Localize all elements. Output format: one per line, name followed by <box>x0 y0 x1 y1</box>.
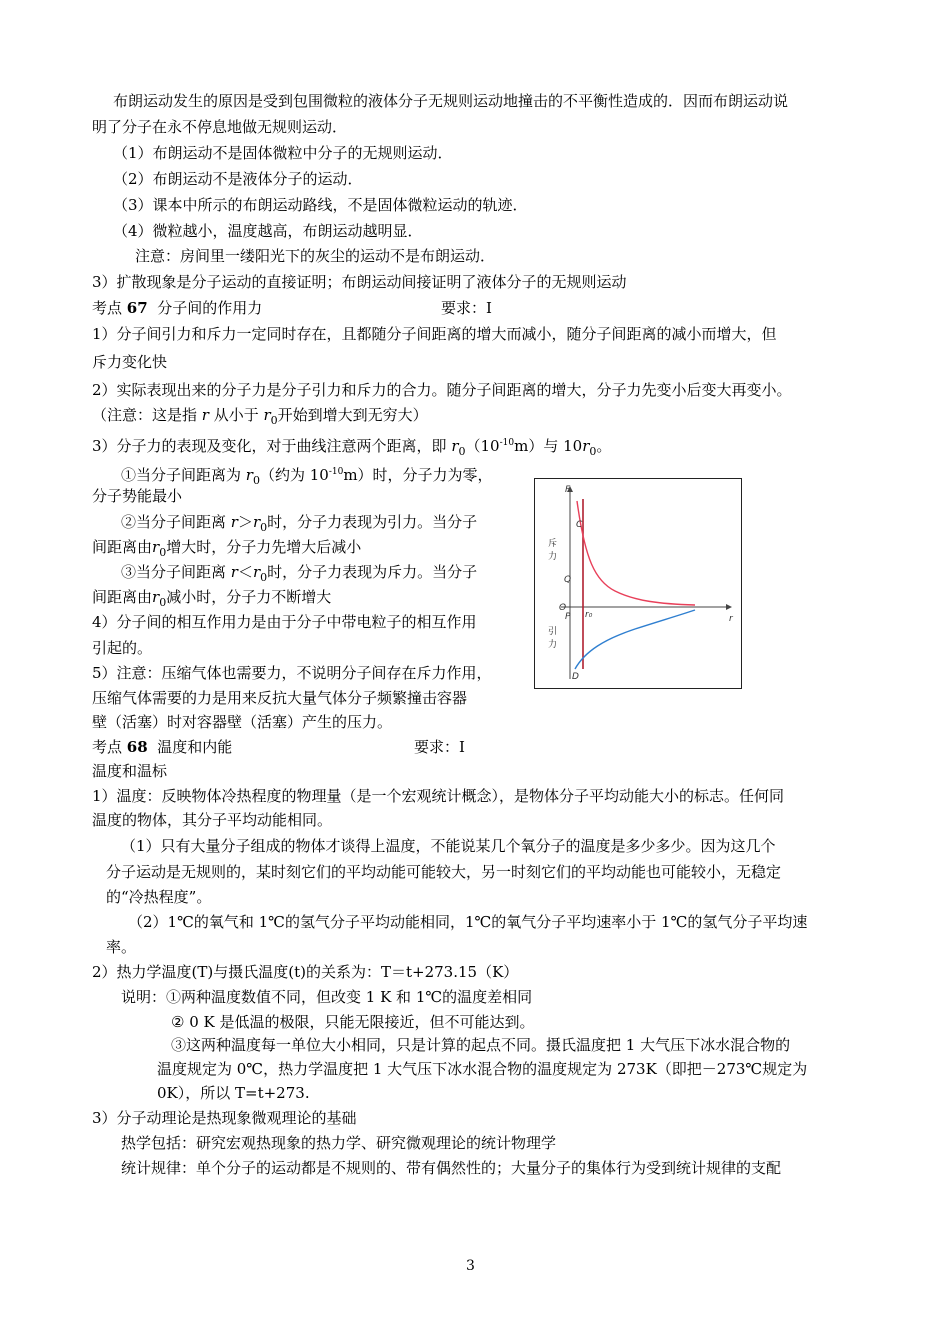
text-line: 1）分子间引力和斥力一定同时存在，且都随分子间距离的增大而减小，随分子间距离的减小而增大，但 <box>92 325 777 343</box>
section-heading-67: 考点 67 分子间的作用力 <box>92 299 263 317</box>
text-line: 分子势能最小 <box>92 487 183 505</box>
repulsion-curve <box>577 501 695 605</box>
text-line: （2）1℃的氧气和 1℃的氢气分子平均动能相同，1℃的氧气分子平均速率小于 1℃的氢气分子平均速 <box>128 913 808 931</box>
text-line: 温度和温标 <box>92 762 168 780</box>
r-axis-label: r <box>729 614 733 624</box>
text-line: 注意：房间里一缕阳光下的灰尘的运动不是布朗运动． <box>135 247 496 265</box>
section-heading-68: 考点 68 温度和内能 <box>92 738 233 756</box>
text-line: （4）微粒越小，温度越高，布朗运动越明显． <box>113 222 423 240</box>
text-line: （1）布朗运动不是固体微粒中分子的无规则运动． <box>113 144 453 162</box>
point-q-label: Q <box>564 575 572 585</box>
page-number: 3 <box>466 1258 475 1274</box>
f-axis-label: F <box>565 485 571 495</box>
text-line: 引起的。 <box>92 639 153 657</box>
point-c-label: C <box>576 520 583 530</box>
point-p-label: P <box>565 612 571 622</box>
text-line: 间距离由$r_0$增大时，分子力先增大后减小 <box>92 538 362 559</box>
text-line: 温度规定为 0℃，热力学温度把 1 大气压下冰水混合物的温度规定为 273K（即把－273℃规定为 <box>157 1060 808 1078</box>
text-line: 布朗运动发生的原因是受到包围微粒的液体分子无规则运动地撞击的不平衡性造成的．因而布朗运动说 <box>113 92 789 110</box>
text-line: （注意：这是指 r 从小于 $r_0$开始到增大到无穷大） <box>92 406 428 427</box>
text-line: 壁（活塞）时对容器壁（活塞）产生的压力。 <box>92 713 393 731</box>
text-line: 说明：①两种温度数值不同，但改变 1 K 和 1℃的温度差相同 <box>121 988 533 1006</box>
text-line: 3）分子动理论是热现象微观理论的基础 <box>92 1109 357 1127</box>
text-line: 2）热力学温度(T)与摄氏温度(t)的关系为：T＝t+273.15（K） <box>92 963 519 981</box>
text-line: 分子运动是无规则的，某时刻它们的平均动能可能较大，另一时刻它们的平均动能也可能较小，无稳定 <box>106 863 782 881</box>
point-d-label: D <box>572 672 579 682</box>
requirement-67: 要求：Ⅰ <box>441 299 492 317</box>
text-line: 0K），所以 T=t+273. <box>157 1084 310 1102</box>
text-line: ② 0 K 是低温的极限，只能无限接近，但不可能达到。 <box>171 1013 535 1031</box>
origin-label: O <box>559 603 567 613</box>
text-line: 3）分子力的表现及变化，对于曲线注意两个距离，即 $r_0(10^{-10}m)$与 $10r_0$。 <box>92 437 612 458</box>
text-line: 间距离由$r_0$减小时，分子力不断增大 <box>92 588 332 609</box>
text-line: ②当分子间距离 $r>r_0$时，分子力表现为引力。当分子 <box>121 513 478 534</box>
text-line: ③这两种温度每一单位大小相同，只是计算的起点不同。摄氏温度把 1 大气压下冰水混合物的 <box>171 1036 791 1054</box>
attraction-curve <box>575 610 695 669</box>
text-line: 热学包括：研究宏观热现象的热力学、研究微观理论的统计物理学 <box>121 1134 557 1152</box>
text-line: ①当分子间距离为 $r_0$（约为 $10^{-10}m$）时，分子力为零， <box>121 466 493 487</box>
r0-label: r₀ <box>585 610 593 620</box>
text-line: 4）分子间的相互作用力是由于分子中带电粒子的相互作用 <box>92 613 477 631</box>
text-line: 5）注意：压缩气体也需要力，不说明分子间存在斥力作用， <box>92 664 492 682</box>
text-line: 率。 <box>106 938 137 956</box>
text-line: 3）扩散现象是分子运动的直接证明；布朗运动间接证明了液体分子的无规则运动 <box>92 273 627 291</box>
text-line: 2）实际表现出来的分子力是分子引力和斥力的合力。随分子间距离的增大，分子力先变小后变大再变小。 <box>92 381 792 399</box>
text-line: 斥力变化快 <box>92 353 168 371</box>
text-line: 的“冷热程度”。 <box>106 888 212 906</box>
text-line: 明了分子在永不停息地做无规则运动． <box>92 118 348 136</box>
text-line: 1）温度：反映物体冷热程度的物理量（是一个宏观统计概念），是物体分子平均动能大小的标志。任何同 <box>92 787 785 805</box>
text-line: ③当分子间距离 $r<r_0$时，分子力表现为斥力。当分子 <box>121 563 478 584</box>
repulsion-label-2: 力 <box>548 552 558 562</box>
text-line: 统计规律：单个分子的运动都是不规则的、带有偶然性的；大量分子的集体行为受到统计规律的支配 <box>121 1159 782 1177</box>
requirement-68: 要求：Ⅰ <box>414 738 465 756</box>
molecular-force-figure <box>534 478 742 689</box>
text-line: （3）课本中所示的布朗运动路线，不是固体微粒运动的轨迹． <box>113 196 528 214</box>
text-line: （2）布朗运动不是液体分子的运动． <box>113 170 363 188</box>
repulsion-label-1: 斥 <box>548 539 558 549</box>
text-line: （1）只有大量分子组成的物体才谈得上温度，不能说某几个氧分子的温度是多少多少。因为这几个 <box>121 837 776 855</box>
attraction-label-2: 力 <box>548 640 558 650</box>
text-line: 温度的物体，其分子平均动能相同。 <box>92 811 333 829</box>
attraction-label-1: 引 <box>548 627 558 637</box>
text-line: 压缩气体需要的力是用来反抗大量气体分子频繁撞击容器 <box>92 689 468 707</box>
